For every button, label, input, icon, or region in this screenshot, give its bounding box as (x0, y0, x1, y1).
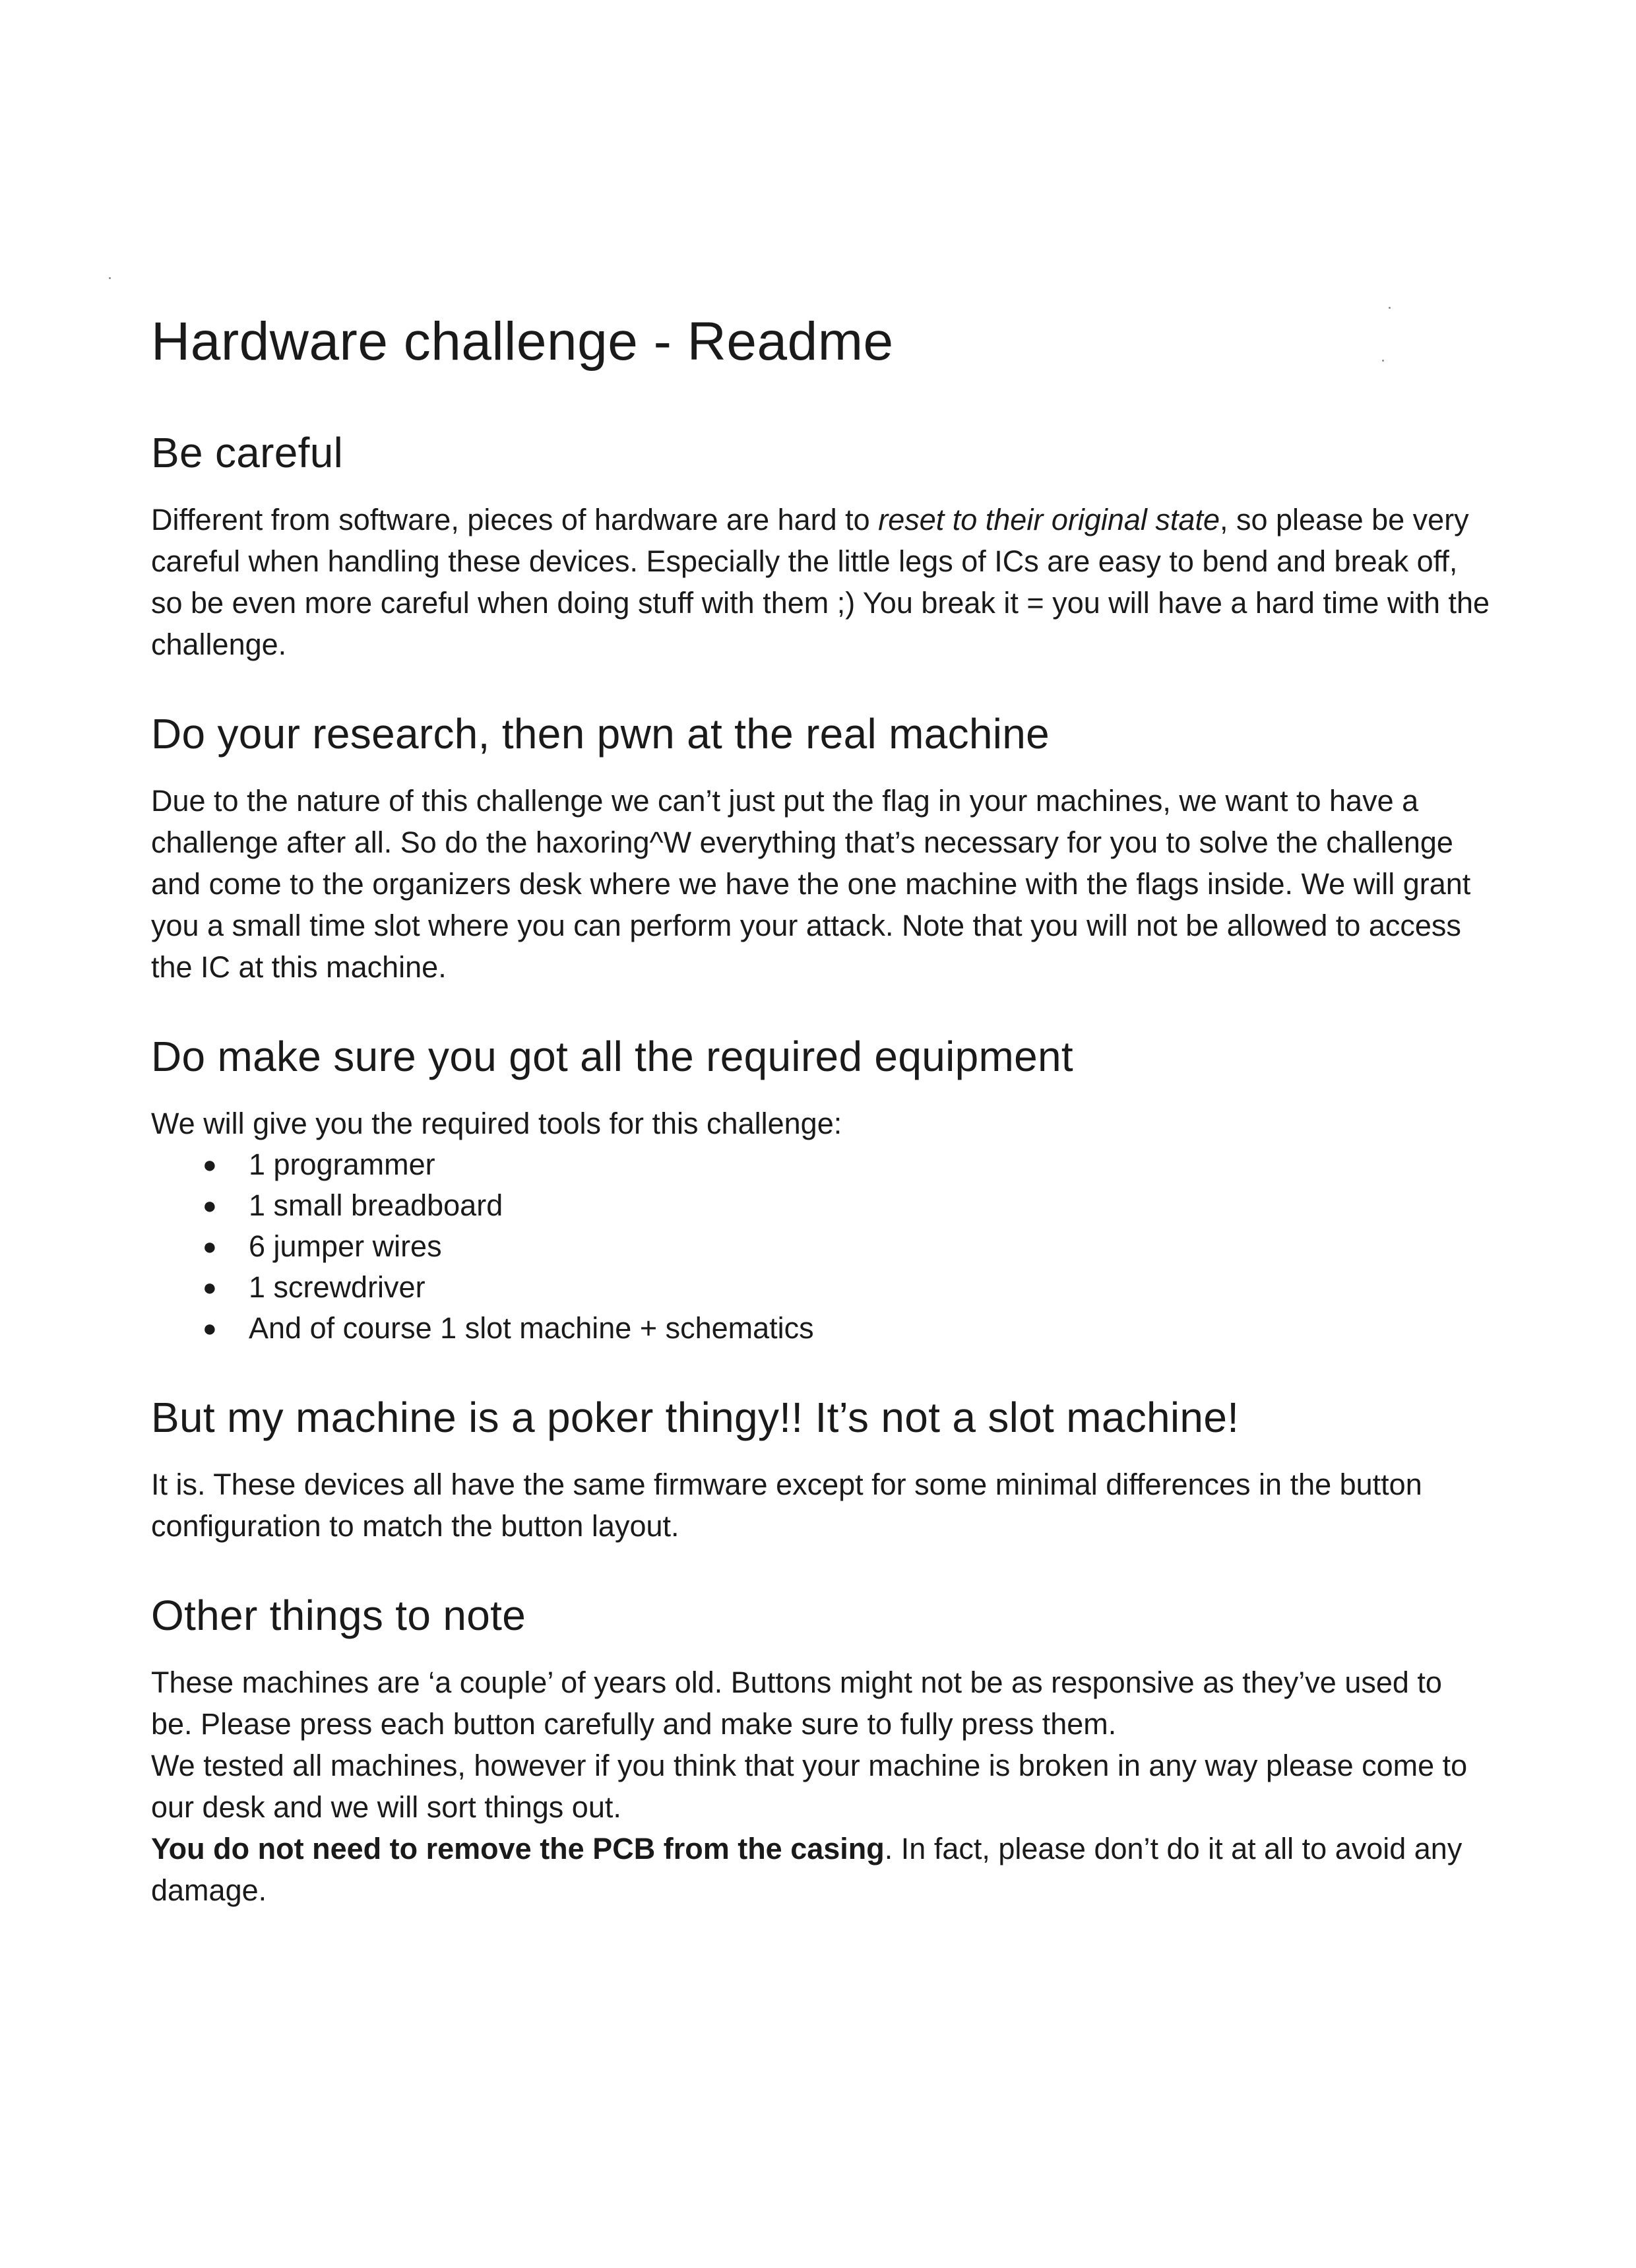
paragraph: It is. These devices all have the same firmware except for some minimal differences in the button configuration to match the button layout. (151, 1468, 1422, 1543)
equipment-list (151, 1144, 1490, 1349)
section-heading: Other things to note (151, 1592, 526, 1639)
readme-document (151, 302, 1490, 1911)
section-equipment (151, 1027, 1490, 1349)
section-heading: Do make sure you got all the required equipment (151, 1033, 1074, 1080)
emphasis-text: reset to their original state (878, 503, 1220, 536)
scan-speck (109, 277, 111, 279)
paragraph-text: . In fact, please don’t do it at all to avoid any damage. (151, 1832, 1463, 1907)
paragraph: We will give you the required tools for this challenge: (151, 1107, 842, 1140)
section-heading: But my machine is a poker thingy!! It’s not a slot machine! (151, 1394, 1240, 1441)
paragraph (151, 499, 1490, 665)
paragraph-text: , so please be very careful when handling these devices. Especially the little legs of ICs are easy to bend and break off, so be even more careful when doing stuff with them ;) You break it = you will have a hard time with the challenge. (151, 503, 1490, 661)
bullet-icon: ● (203, 1274, 217, 1301)
section-heading: Do your research, then pwn at the real machine (151, 710, 1050, 758)
paragraph: Due to the nature of this challenge we can’t just put the flag in your machines, we want to have a challenge after all. So do the haxoring^W everything that’s necessary for you to solve the challenge and come to the organizers desk where we have the one machine with the flags inside. We will grant you a small time slot where you can perform your attack. Note that you will not be allowed to access the IC at this machine. (151, 784, 1471, 984)
list-item (151, 1144, 1490, 1185)
list-item-text: 1 programmer (249, 1148, 435, 1181)
section-research (151, 705, 1490, 988)
bold-text: You do not need to remove the PCB from the casing (151, 1832, 885, 1865)
section-other-notes (151, 1586, 1490, 1911)
list-item (151, 1308, 1490, 1349)
section-poker-machine (151, 1388, 1490, 1547)
bullet-icon: ● (203, 1151, 217, 1178)
list-item-text: 6 jumper wires (249, 1229, 442, 1263)
list-item (151, 1185, 1490, 1226)
list-item (151, 1267, 1490, 1308)
list-item-text: 1 screwdriver (249, 1270, 425, 1304)
section-heading: Be careful (151, 429, 344, 476)
paragraph: These machines are ‘a couple’ of years old. Buttons might not be as responsive as they’ve used to be. Please press each button carefully and make sure to fully press them. (151, 1666, 1442, 1741)
list-item-text: 1 small breadboard (249, 1188, 503, 1222)
list-item-text: And of course 1 slot machine + schematics (249, 1311, 814, 1345)
document-title: Hardware challenge - Readme (151, 311, 894, 372)
bullet-icon: ● (203, 1192, 217, 1219)
bullet-icon: ● (203, 1233, 217, 1260)
paragraph (151, 1828, 1490, 1911)
paragraph-text: Different from software, pieces of hardware are hard to (151, 503, 879, 536)
list-item (151, 1226, 1490, 1267)
section-be-careful (151, 424, 1490, 665)
bullet-icon: ● (203, 1314, 217, 1342)
paragraph: We tested all machines, however if you think that your machine is broken in any way please come to our desk and we will sort things out. (151, 1749, 1468, 1824)
